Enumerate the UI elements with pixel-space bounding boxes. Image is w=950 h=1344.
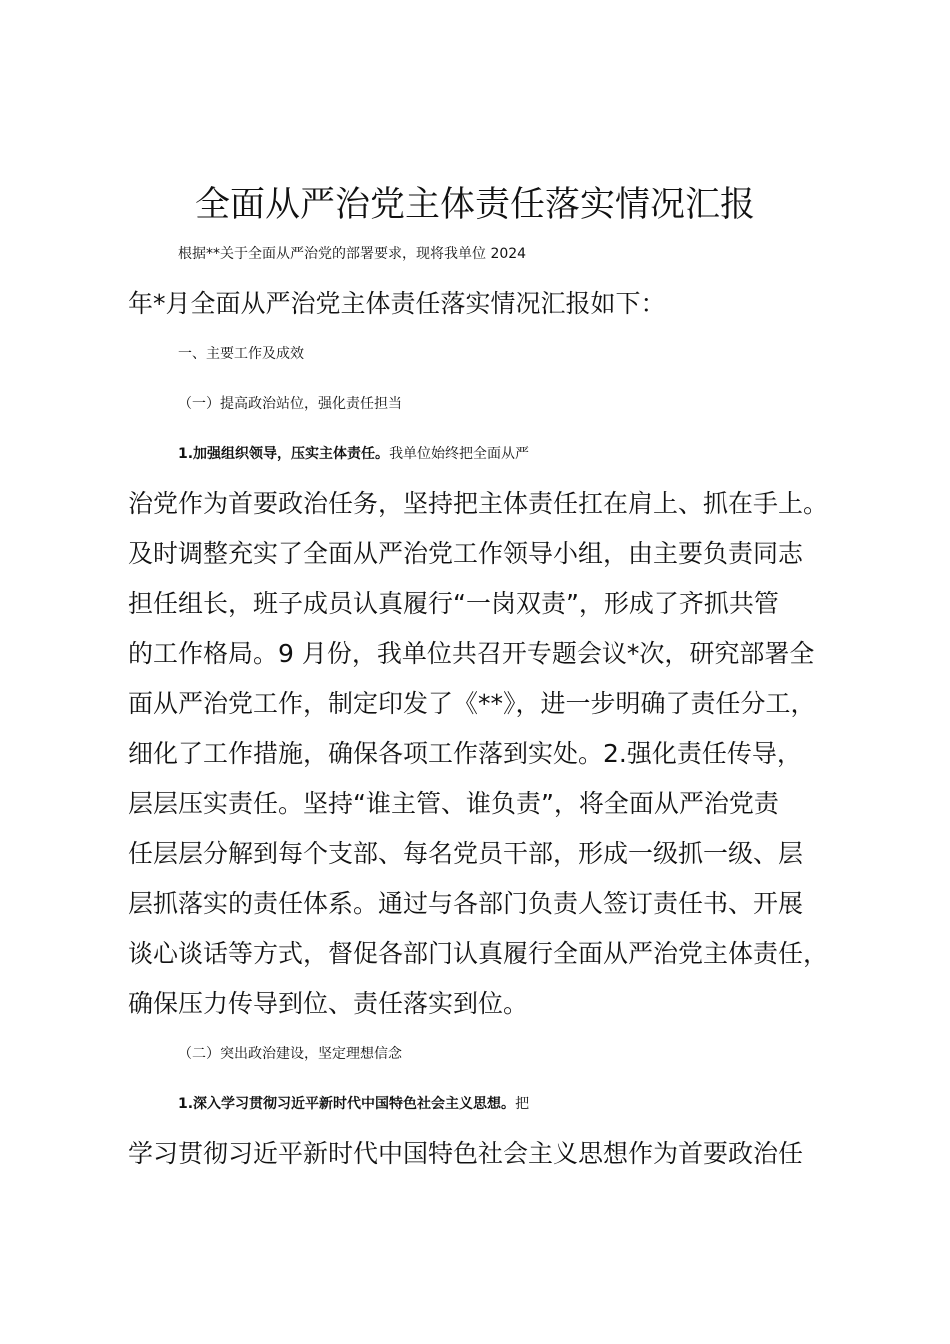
- paragraph-line: [128, 586, 858, 622]
- line-text: （二）突出政治建设，坚定理想信念: [178, 1046, 402, 1062]
- bold-lead-text: 1.深入学习贯彻习近平新时代中国特色社会主义思想。: [178, 1096, 516, 1112]
- line-text: 面从严治党工作，制定印发了《**》，进一步明确了责任分工，: [128, 689, 816, 718]
- paragraph-line: [128, 636, 858, 672]
- line-text: （一）提高政治站位，强化责任担当: [178, 396, 402, 412]
- paragraph-line: [128, 836, 858, 872]
- paragraph-line: [128, 1136, 858, 1172]
- subsection-heading: [178, 1036, 908, 1072]
- line-text: 担任组长，班子成员认真履行“一岗双责”，形成了齐抓共管: [128, 589, 779, 618]
- line-text: 学习贯彻习近平新时代中国特色社会主义思想作为首要政治任: [128, 1139, 804, 1168]
- line-text: 及时调整充实了全面从严治党工作领导小组，由主要负责同志: [128, 539, 804, 568]
- line-text: 确保压力传导到位、责任落实到位。: [128, 989, 529, 1018]
- line-text: 年*月全面从严治党主体责任落实情况汇报如下：: [128, 289, 666, 318]
- line-text: 任层层分解到每个支部、每名党员干部，形成一级抓一级、层: [128, 839, 804, 868]
- paragraph-line: [128, 886, 858, 922]
- line-text: 谈心谈话等方式，督促各部门认真履行全面从严治党主体责任，: [128, 939, 829, 968]
- paragraph-line: [178, 436, 908, 472]
- paragraph-line: [128, 786, 858, 822]
- bold-lead-text: 1.加强组织领导，压实主体责任。: [178, 446, 390, 462]
- line-text: 一、主要工作及成效: [178, 346, 304, 362]
- line-text: 细化了工作措施，确保各项工作落到实处。2.强化责任传导，: [128, 739, 802, 768]
- paragraph-line: [178, 1086, 908, 1122]
- line-text: 治党作为首要政治任务，坚持把主体责任扛在肩上、抓在手上。: [128, 489, 829, 518]
- document-title: 全面从严治党主体责任落实情况汇报: [194, 185, 755, 225]
- line-text: 层层压实责任。坚持“谁主管、谁负责”，将全面从严治党责: [128, 789, 779, 818]
- paragraph-line: [128, 486, 858, 522]
- line-text: 把: [515, 1096, 530, 1112]
- section-heading: [178, 336, 908, 372]
- line-text: 层抓落实的责任体系。通过与各部门负责人签订责任书、开展: [128, 889, 804, 918]
- paragraph-line: [178, 236, 908, 272]
- paragraph-line: [128, 536, 858, 572]
- paragraph-line: [128, 286, 858, 322]
- subsection-heading: [178, 386, 908, 422]
- line-text: 的工作格局。9 月份，我单位共召开专题会议*次，研究部署全: [128, 639, 815, 668]
- line-text: 我单位始终把全面从严: [389, 446, 530, 462]
- line-text: 根据**关于全面从严治党的部署要求，现将我单位 2024: [178, 246, 527, 262]
- paragraph-line: [128, 936, 858, 972]
- paragraph-line: [128, 736, 858, 772]
- paragraph-line: [128, 686, 858, 722]
- paragraph-line: [128, 986, 858, 1022]
